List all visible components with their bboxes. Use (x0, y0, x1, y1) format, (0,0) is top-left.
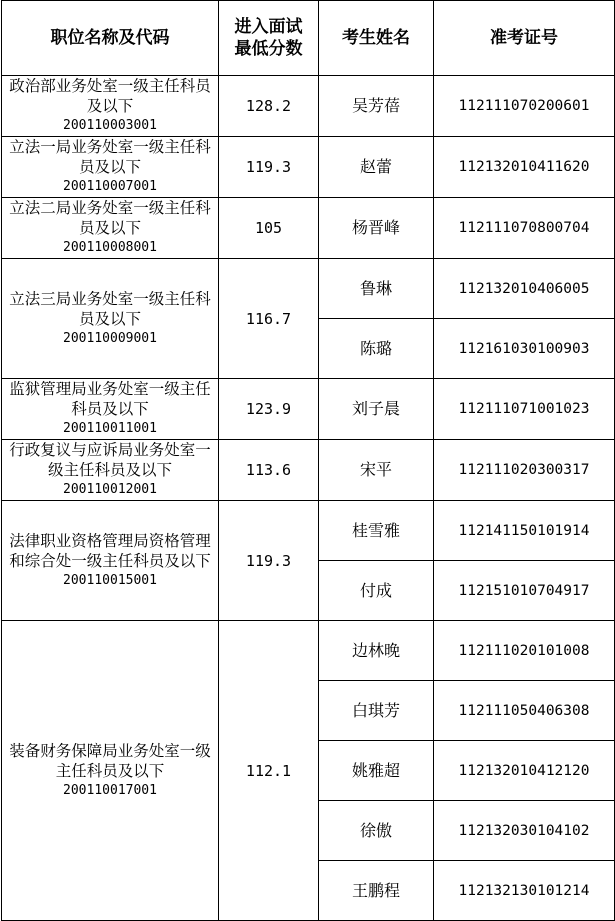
header-row (2, 1, 615, 76)
min-score-cell: 128.2 (219, 76, 319, 137)
min-score-cell: 113.6 (219, 440, 319, 501)
candidate-name-cell: 吴芳蓓 (319, 76, 434, 137)
header-min-score (219, 1, 319, 76)
candidate-name-cell: 宋平 (319, 440, 434, 501)
interview-list-table (1, 0, 615, 921)
ticket-number-cell: 112132010411620 (434, 137, 615, 198)
position-code: 200110009001 (63, 330, 157, 346)
min-score-cell: 105 (219, 198, 319, 259)
candidate-name-cell: 王鹏程 (319, 861, 434, 921)
position-title: 行政复议与应诉局业务处室一级主任科员及以下 (9, 441, 211, 479)
min-score-cell: 123.9 (219, 379, 319, 440)
ticket-number-cell: 112111070200601 (434, 76, 615, 137)
position-title: 立法一局业务处室一级主任科员及以下 (9, 138, 211, 176)
position-code: 200110012001 (63, 482, 157, 497)
position-cell (2, 501, 219, 621)
candidate-name-cell: 鲁琳 (319, 259, 434, 319)
position-title: 立法三局业务处室一级主任科员及以下 (9, 289, 211, 328)
position-code: 200110007001 (63, 179, 157, 194)
header-ticket: 准考证号 (434, 1, 615, 76)
table-row (2, 621, 615, 681)
ticket-number-cell: 112111070800704 (434, 198, 615, 259)
header-position: 职位名称及代码 (2, 1, 219, 76)
ticket-number-cell: 112111020300317 (434, 440, 615, 501)
position-cell (2, 440, 219, 501)
table-row (2, 259, 615, 319)
position-cell (2, 379, 219, 440)
header-min-score-line2: 最低分数 (234, 39, 303, 59)
ticket-number-cell: 112151010704917 (434, 561, 615, 621)
position-cell (2, 259, 219, 379)
position-cell (2, 137, 219, 198)
table-body (2, 76, 615, 921)
position-code: 200110017001 (63, 782, 157, 798)
table-row (2, 440, 615, 501)
position-code: 200110003001 (63, 118, 157, 133)
header-name: 考生姓名 (319, 1, 434, 76)
ticket-number-cell: 112141150101914 (434, 501, 615, 561)
position-cell (2, 621, 219, 921)
ticket-number-cell: 112132010406005 (434, 259, 615, 319)
table-row (2, 137, 615, 198)
candidate-name-cell: 陈璐 (319, 319, 434, 379)
ticket-number-cell: 112132130101214 (434, 861, 615, 921)
position-title: 装备财务保障局业务处室一级主任科员及以下 (9, 741, 211, 780)
candidate-name-cell: 桂雪雅 (319, 501, 434, 561)
candidate-name-cell: 杨晋峰 (319, 198, 434, 259)
position-title: 政治部业务处室一级主任科员及以下 (9, 77, 211, 115)
ticket-number-cell: 112111020101008 (434, 621, 615, 681)
candidate-name-cell: 姚雅超 (319, 741, 434, 801)
table-row (2, 501, 615, 561)
candidate-name-cell: 付成 (319, 561, 434, 621)
table-row (2, 198, 615, 259)
candidate-name-cell: 赵蕾 (319, 137, 434, 198)
ticket-number-cell: 112111050406308 (434, 681, 615, 741)
min-score-cell: 119.3 (219, 137, 319, 198)
position-cell (2, 198, 219, 259)
candidate-name-cell: 刘子晨 (319, 379, 434, 440)
min-score-cell: 119.3 (219, 501, 319, 621)
position-title: 法律职业资格管理局资格管理和综合处一级主任科员及以下 (9, 531, 211, 570)
position-title: 立法二局业务处室一级主任科员及以下 (9, 199, 211, 237)
position-code: 200110008001 (63, 240, 157, 255)
ticket-number-cell: 112132010412120 (434, 741, 615, 801)
position-code: 200110011001 (63, 421, 157, 436)
position-title: 监狱管理局业务处室一级主任科员及以下 (9, 380, 211, 418)
header-min-score-line1: 进入面试 (234, 17, 303, 37)
min-score-cell: 112.1 (219, 621, 319, 921)
candidate-name-cell: 徐傲 (319, 801, 434, 861)
ticket-number-cell: 112161030100903 (434, 319, 615, 379)
candidate-name-cell: 边林晚 (319, 621, 434, 681)
candidate-name-cell: 白琪芳 (319, 681, 434, 741)
ticket-number-cell: 112132030104102 (434, 801, 615, 861)
position-code: 200110015001 (63, 572, 157, 588)
min-score-cell: 116.7 (219, 259, 319, 379)
table-row (2, 76, 615, 137)
ticket-number-cell: 112111071001023 (434, 379, 615, 440)
position-cell (2, 76, 219, 137)
table-row (2, 379, 615, 440)
